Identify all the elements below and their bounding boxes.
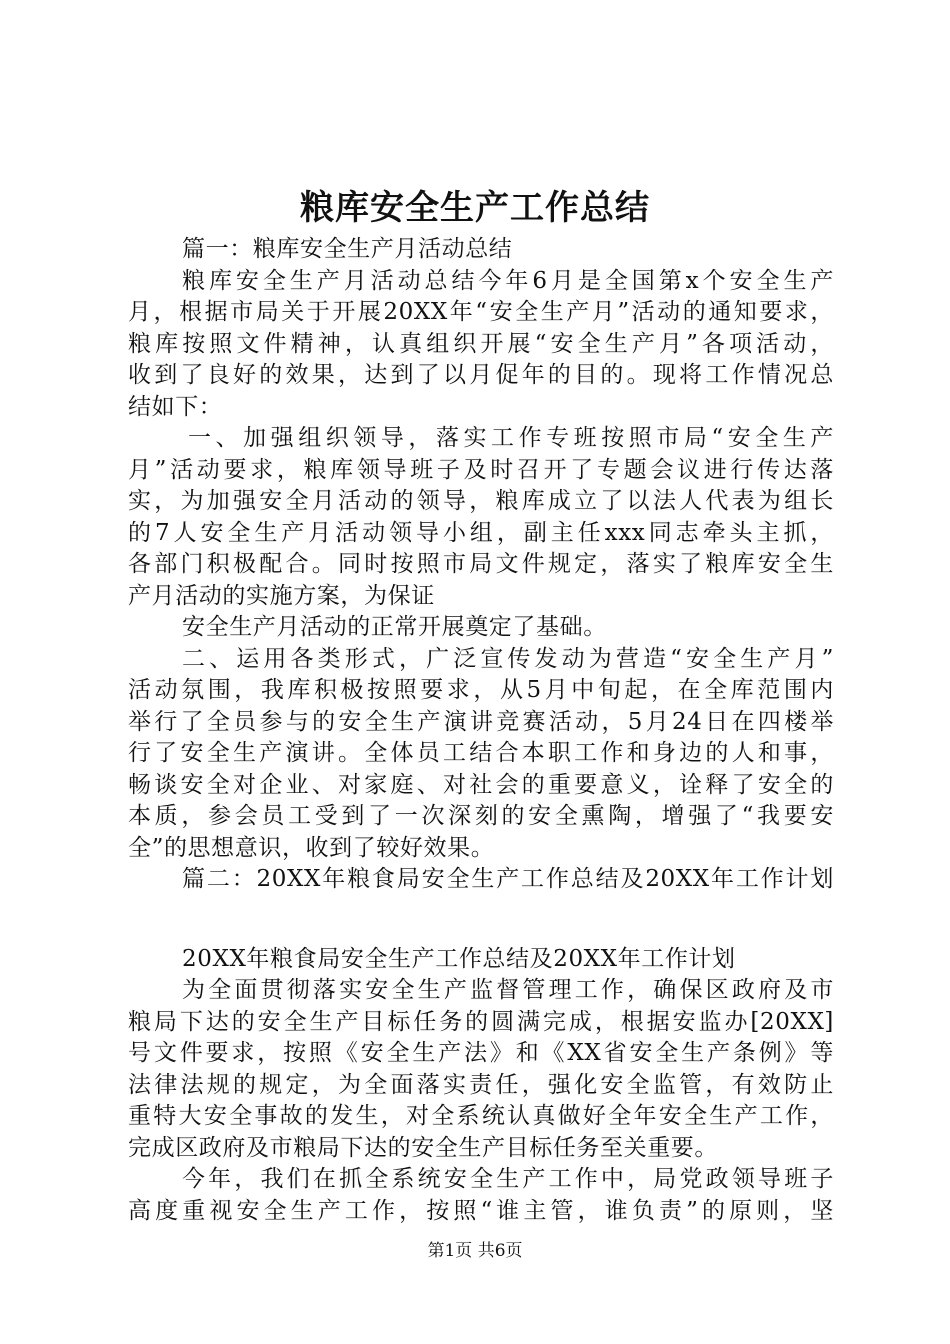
paragraph-line: 结如下： bbox=[128, 393, 223, 420]
blank-line bbox=[128, 896, 834, 944]
paragraph-line: 举行了全员参与的安全生产演讲竞赛活动，5月24日在四楼举 bbox=[128, 708, 834, 735]
paragraph-line: 为全面贯彻落实安全生产监督管理工作，确保区政府及市 bbox=[182, 977, 834, 1003]
paragraph-line: 各部门积极配合。同时按照市局文件规定，落实了粮库安全生 bbox=[128, 551, 834, 577]
paragraph-line: 完成区政府及市粮局下达的安全生产目标任务至关重要。 bbox=[128, 1134, 718, 1161]
paragraph-line: 号文件要求，按照《安全生产法》和《XX省安全生产条例》等 bbox=[128, 1040, 834, 1066]
paragraph-line: 法律法规的规定，为全面落实责任，强化安全监管，有效防止 bbox=[128, 1071, 834, 1098]
paragraph-line: 二、运用各类形式，广泛宣传发动为营造“安全生产月” bbox=[182, 645, 834, 672]
paragraph-line: 活动氛围，我库积极按照要求，从5月中旬起，在全库范围内 bbox=[128, 677, 834, 703]
document-title: 粮库安全生产工作总结 bbox=[300, 188, 650, 228]
paragraph-line: 收到了良好的效果，达到了以月促年的目的。现将工作情况总 bbox=[128, 362, 834, 388]
page-footer: 第1页 共6页 bbox=[427, 1241, 523, 1261]
paragraph-line: 重特大安全事故的发生，对全系统认真做好全年安全生产工作， bbox=[128, 1103, 834, 1129]
document-body bbox=[128, 234, 834, 1227]
paragraph-line: 高度重视安全生产工作，按照“谁主管，谁负责”的原则，坚 bbox=[128, 1197, 834, 1224]
paragraph-line: 一、加强组织领导，落实工作专班按照市局“安全生产 bbox=[188, 425, 834, 451]
paragraph-line: 今年，我们在抓全系统安全生产工作中，局党政领导班子 bbox=[182, 1166, 834, 1192]
paragraph-line: 的7人安全生产月活动领导小组，副主任xxx同志牵头主抓， bbox=[128, 519, 834, 546]
paragraph-line: 月”活动要求，粮库领导班子及时召开了专题会议进行传达落 bbox=[128, 456, 834, 483]
paragraph-line: 畅谈安全对企业、对家庭、对社会的重要意义，诠释了安全的 bbox=[128, 771, 834, 798]
subsection-title: 20XX年粮食局安全生产工作总结及20XX年工作计划 bbox=[182, 945, 736, 972]
section-heading-2: 篇二：20XX年粮食局安全生产工作总结及20XX年工作计划 bbox=[182, 866, 834, 892]
paragraph-line: 粮库安全生产月活动总结今年6月是全国第x个安全生产 bbox=[182, 267, 834, 294]
paragraph-line: 月，根据市局关于开展20XX年“安全生产月”活动的通知要求， bbox=[128, 299, 834, 325]
paragraph-line: 粮库按照文件精神，认真组织开展“安全生产月”各项活动， bbox=[128, 330, 834, 357]
paragraph-line: 行了安全生产演讲。全体员工结合本职工作和身边的人和事， bbox=[128, 740, 834, 766]
paragraph-line: 粮局下达的安全生产目标任务的圆满完成，根据安监办[20XX] bbox=[128, 1008, 834, 1035]
paragraph-line: 本质，参会员工受到了一次深刻的安全熏陶，增强了“我要安 bbox=[128, 803, 834, 829]
paragraph-line: 全”的思想意识，收到了较好效果。 bbox=[128, 834, 495, 861]
paragraph-line: 产月活动的实施方案，为保证 bbox=[128, 582, 435, 609]
paragraph-line: 安全生产月活动的正常开展奠定了基础。 bbox=[182, 614, 607, 640]
section-heading-1: 篇一：粮库安全生产月活动总结 bbox=[182, 236, 513, 262]
paragraph-line: 实，为加强安全月活动的领导，粮库成立了以法人代表为组长 bbox=[128, 488, 834, 514]
